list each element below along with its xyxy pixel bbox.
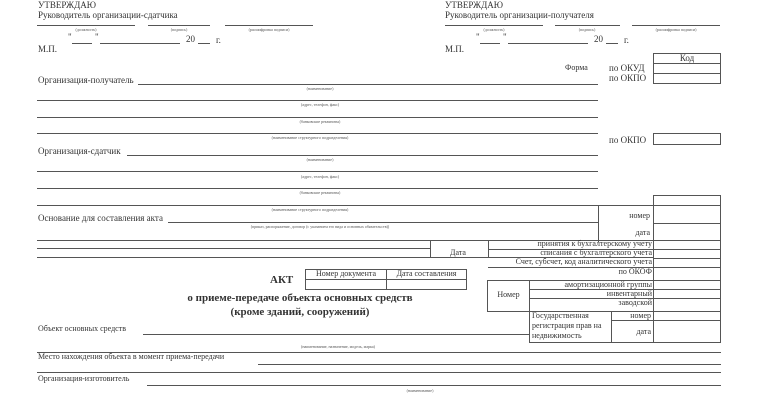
number-label: Номер (497, 290, 520, 299)
caption: (адрес, телефон, факс) (300, 102, 340, 107)
basis-line[interactable] (168, 222, 598, 223)
date-label: Дата (450, 248, 466, 257)
reg-number-label: номер (630, 311, 651, 320)
signature-line[interactable] (555, 25, 620, 26)
signature-line[interactable] (148, 25, 210, 26)
year-line[interactable] (606, 43, 618, 44)
object-line[interactable] (143, 334, 529, 335)
divider (37, 372, 721, 373)
accept-label: принятия к бухгалтерскому учету (537, 239, 652, 248)
basis-date-cell[interactable] (653, 223, 721, 241)
day-line[interactable] (72, 43, 92, 44)
caption: (наименование структурного подразделения) (271, 207, 349, 212)
year: 20 (594, 34, 603, 44)
receiver-address-line[interactable] (37, 100, 598, 101)
factory-cell[interactable] (653, 298, 721, 312)
reg-date-label: дата (636, 327, 651, 336)
doc-date-cell[interactable] (386, 279, 467, 290)
name-line[interactable] (632, 25, 720, 26)
caption: (расшифровка подписи) (248, 27, 290, 32)
caption: (должность) (483, 27, 505, 32)
approve-left-title: УТВЕРЖДАЮ (38, 0, 97, 10)
caption: (адрес, телефон, факс) (300, 174, 340, 179)
okof-cell[interactable] (653, 267, 721, 281)
year-suffix: г. (624, 35, 629, 45)
okud-label: по ОКУД (609, 63, 645, 73)
okpo-label: по ОКПО (609, 73, 647, 83)
caption: (банковские реквизиты) (299, 190, 341, 195)
caption: (наименование, назначение, модель, марка) (301, 344, 375, 349)
approve-right-role: Руководитель организации-получателя (445, 10, 594, 20)
manufacturer-label: Организация-изготовитель (38, 374, 130, 383)
doc-date-label: Дата составления (396, 269, 457, 278)
position-line[interactable] (37, 25, 135, 26)
location-label: Место нахождения объекта в момент приема-передачи (38, 352, 225, 361)
okpo-cell[interactable] (653, 73, 721, 84)
basis-date-label: дата (635, 228, 650, 237)
doc-number-label: Номер документа (315, 269, 376, 278)
state-reg-label: Государственная регистрация прав на недвижимость (532, 311, 602, 340)
caption: (приказ, распоряжение, договор (с указанием его вида и основных обязательств)) (250, 224, 390, 229)
approve-right-title: УТВЕРЖДАЮ (445, 0, 504, 10)
basis-label: Основание для составления акта (38, 213, 163, 223)
okpo-sender-cell[interactable] (653, 133, 721, 145)
factory-label: заводской (618, 298, 652, 307)
receiver-label: Организация-получатель (38, 75, 134, 85)
amort-label: амортизационной группы (564, 280, 652, 289)
divider (37, 248, 430, 249)
receiver-name-line[interactable] (138, 84, 598, 85)
sender-name-line[interactable] (127, 155, 598, 156)
caption: (расшифровка подписи) (655, 27, 697, 32)
okof-label: по ОКОФ (618, 267, 652, 276)
sender-bank-line[interactable] (37, 188, 598, 189)
caption: (наименование) (306, 157, 334, 162)
month-line[interactable] (100, 43, 180, 44)
day-line[interactable] (480, 43, 500, 44)
caption: (наименование структурного подразделения) (271, 135, 349, 140)
inventory-label: инвентарный (606, 289, 652, 298)
quote: " (503, 32, 507, 42)
sender-label: Организация-сдатчик (38, 146, 121, 156)
sender-division-line[interactable] (37, 205, 653, 206)
doc-number-cell[interactable] (305, 279, 387, 290)
okpo-label: по ОКПО (609, 135, 647, 145)
reg-date-cell[interactable] (653, 320, 721, 343)
act-subtitle: о приеме-передаче объекта основных средств (187, 292, 413, 304)
location-line[interactable] (258, 364, 721, 365)
caption: (наименование) (306, 86, 334, 91)
receiver-bank-line[interactable] (37, 117, 598, 118)
basis-number-cell[interactable] (653, 205, 721, 224)
position-line[interactable] (445, 25, 543, 26)
caption: (подпись) (170, 27, 188, 32)
year: 20 (186, 34, 195, 44)
caption: (должность) (75, 27, 97, 32)
manufacturer-line[interactable] (147, 385, 721, 386)
divider (37, 257, 430, 258)
caption: (банковские реквизиты) (299, 119, 341, 124)
act-subtitle-2: (кроме зданий, сооружений) (230, 306, 370, 318)
quote: " (476, 32, 480, 42)
year-line[interactable] (198, 43, 210, 44)
account-label: Счет, субсчет, код аналитического учета (515, 257, 652, 266)
stamp-place: М.П. (38, 44, 58, 54)
object-label: Объект основных средств (38, 324, 126, 333)
basis-number-label: номер (629, 211, 650, 220)
quote: " (68, 32, 72, 42)
caption: (подпись) (578, 27, 596, 32)
quote: " (95, 32, 99, 42)
act-title: АКТ (270, 274, 294, 286)
writeoff-label: списания с бухгалтерского учета (540, 248, 652, 257)
receiver-division-line[interactable] (37, 133, 598, 134)
name-line[interactable] (225, 25, 313, 26)
year-suffix: г. (216, 35, 221, 45)
stamp-place: М.П. (445, 44, 465, 54)
caption: (наименование) (406, 388, 434, 393)
code-header: Код (653, 53, 721, 64)
month-line[interactable] (508, 43, 588, 44)
sender-address-line[interactable] (37, 171, 598, 172)
form-label: Форма (565, 63, 588, 72)
approve-left-role: Руководитель организации-сдатчика (38, 10, 178, 20)
